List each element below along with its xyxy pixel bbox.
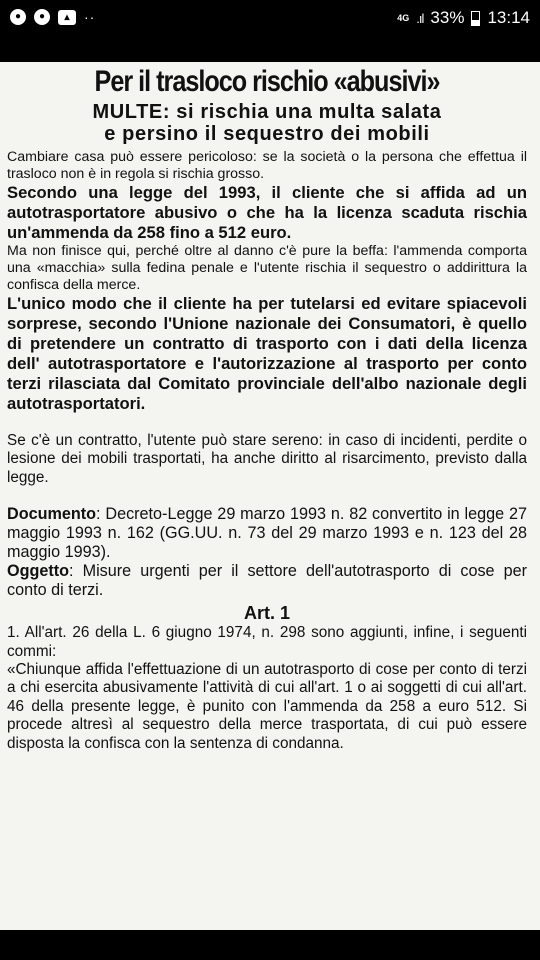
status-bar-system xyxy=(397,8,530,28)
article-1-intro: 1. All'art. 26 della L. 6 giugno 1974, n. 298 sono aggiunti, infine, i seguenti commi: xyxy=(7,624,527,660)
newspaper-clipping xyxy=(0,62,540,930)
messenger-icon: ● xyxy=(10,9,26,25)
subheadline-line-2: e persino il sequestro dei mobili xyxy=(104,123,430,145)
documento-text: : Decreto-Legge 29 marzo 1993 n. 82 convertito in legge 27 maggio 1993 n. 162 (GG.UU. n. 73 del 29 marzo 1993 e n. 123 del 28 maggio 1993). xyxy=(7,505,527,562)
network-type: 4G xyxy=(397,12,410,23)
signal-icon: .ıl xyxy=(416,10,424,26)
oggetto-label: Oggetto xyxy=(7,562,70,581)
paragraph-advice: L'unico modo che il cliente ha per tutelarsi ed evitare spiacevoli sorprese, secondo l'Unione nazionale dei Consumatori, è quello di pretendere un contratto di trasporto con i dati della licenza dell' autotrasportatore e l'autorizzazione al trasporto per conto terzi rilasciata dal Comitato provinciale dell'albo nazionale degli autotrasportatori. xyxy=(7,294,527,413)
article-headline: Per il trasloco rischio «abusivi» xyxy=(94,65,440,98)
article xyxy=(0,63,540,753)
battery-percent: 33% xyxy=(430,8,465,27)
more-notifications-dots: ·· xyxy=(84,9,96,25)
bottom-bar xyxy=(0,930,540,960)
article-1-text: «Chiunque affida l'effettuazione di un autotrasporto di cose per conto di terzi a chi esercita abusivamente l'attività di cui all'art. 1 o ai soggetti di cui all'art. 46 della presente legge, è punito con l'ammenda da 258 a euro 512. Si procede altresì al sequestro della merce trasportata, di cui può essere disposta la confisca con la sentenza di condanna. xyxy=(7,661,527,752)
oggetto-text: : Misure urgenti per il settore dell'autotrasporto di cose per conto di terzi. xyxy=(7,562,527,600)
documento-label: Documento xyxy=(7,505,97,524)
documento-paragraph xyxy=(7,505,527,562)
oggetto-paragraph xyxy=(7,562,527,600)
battery-icon xyxy=(471,11,480,26)
spacer xyxy=(7,414,527,432)
clock: 13:14 xyxy=(487,8,530,27)
paragraph-contract: Se c'è un contratto, l'utente può stare sereno: in caso di incidenti, perdite o lesione dei mobili trasportati, ha anche diritto al risarcimento, previsto dalla legge. xyxy=(7,432,527,486)
status-bar xyxy=(0,0,540,38)
paragraph-intro: Cambiare casa può essere pericoloso: se la società o la persona che effettua il trasloco non è in regola si rischia grosso. xyxy=(7,149,527,182)
subheadline-line-1: MULTE: si rischia una multa salata xyxy=(92,101,442,123)
gallery-icon: ▴ xyxy=(58,10,76,25)
article-subheadline xyxy=(7,101,527,145)
paragraph-penalty: Ma non finisce qui, perché oltre al danno c'è pure la beffa: l'ammenda comporta una «macchia» sulla fedina penale e l'utente rischia il sequestro o addirittura la confisca della merce. xyxy=(7,243,527,293)
paragraph-law: Secondo una legge del 1993, il cliente che si affida ad un autotrasportatore abusivo o che ha la licenza scaduta rischia un'ammenda da 258 fino a 512 euro. xyxy=(7,183,527,242)
messenger-icon: ● xyxy=(34,9,50,25)
status-bar-notifications xyxy=(10,9,95,25)
article-1-title: Art. 1 xyxy=(243,603,290,624)
spacer xyxy=(7,487,527,505)
